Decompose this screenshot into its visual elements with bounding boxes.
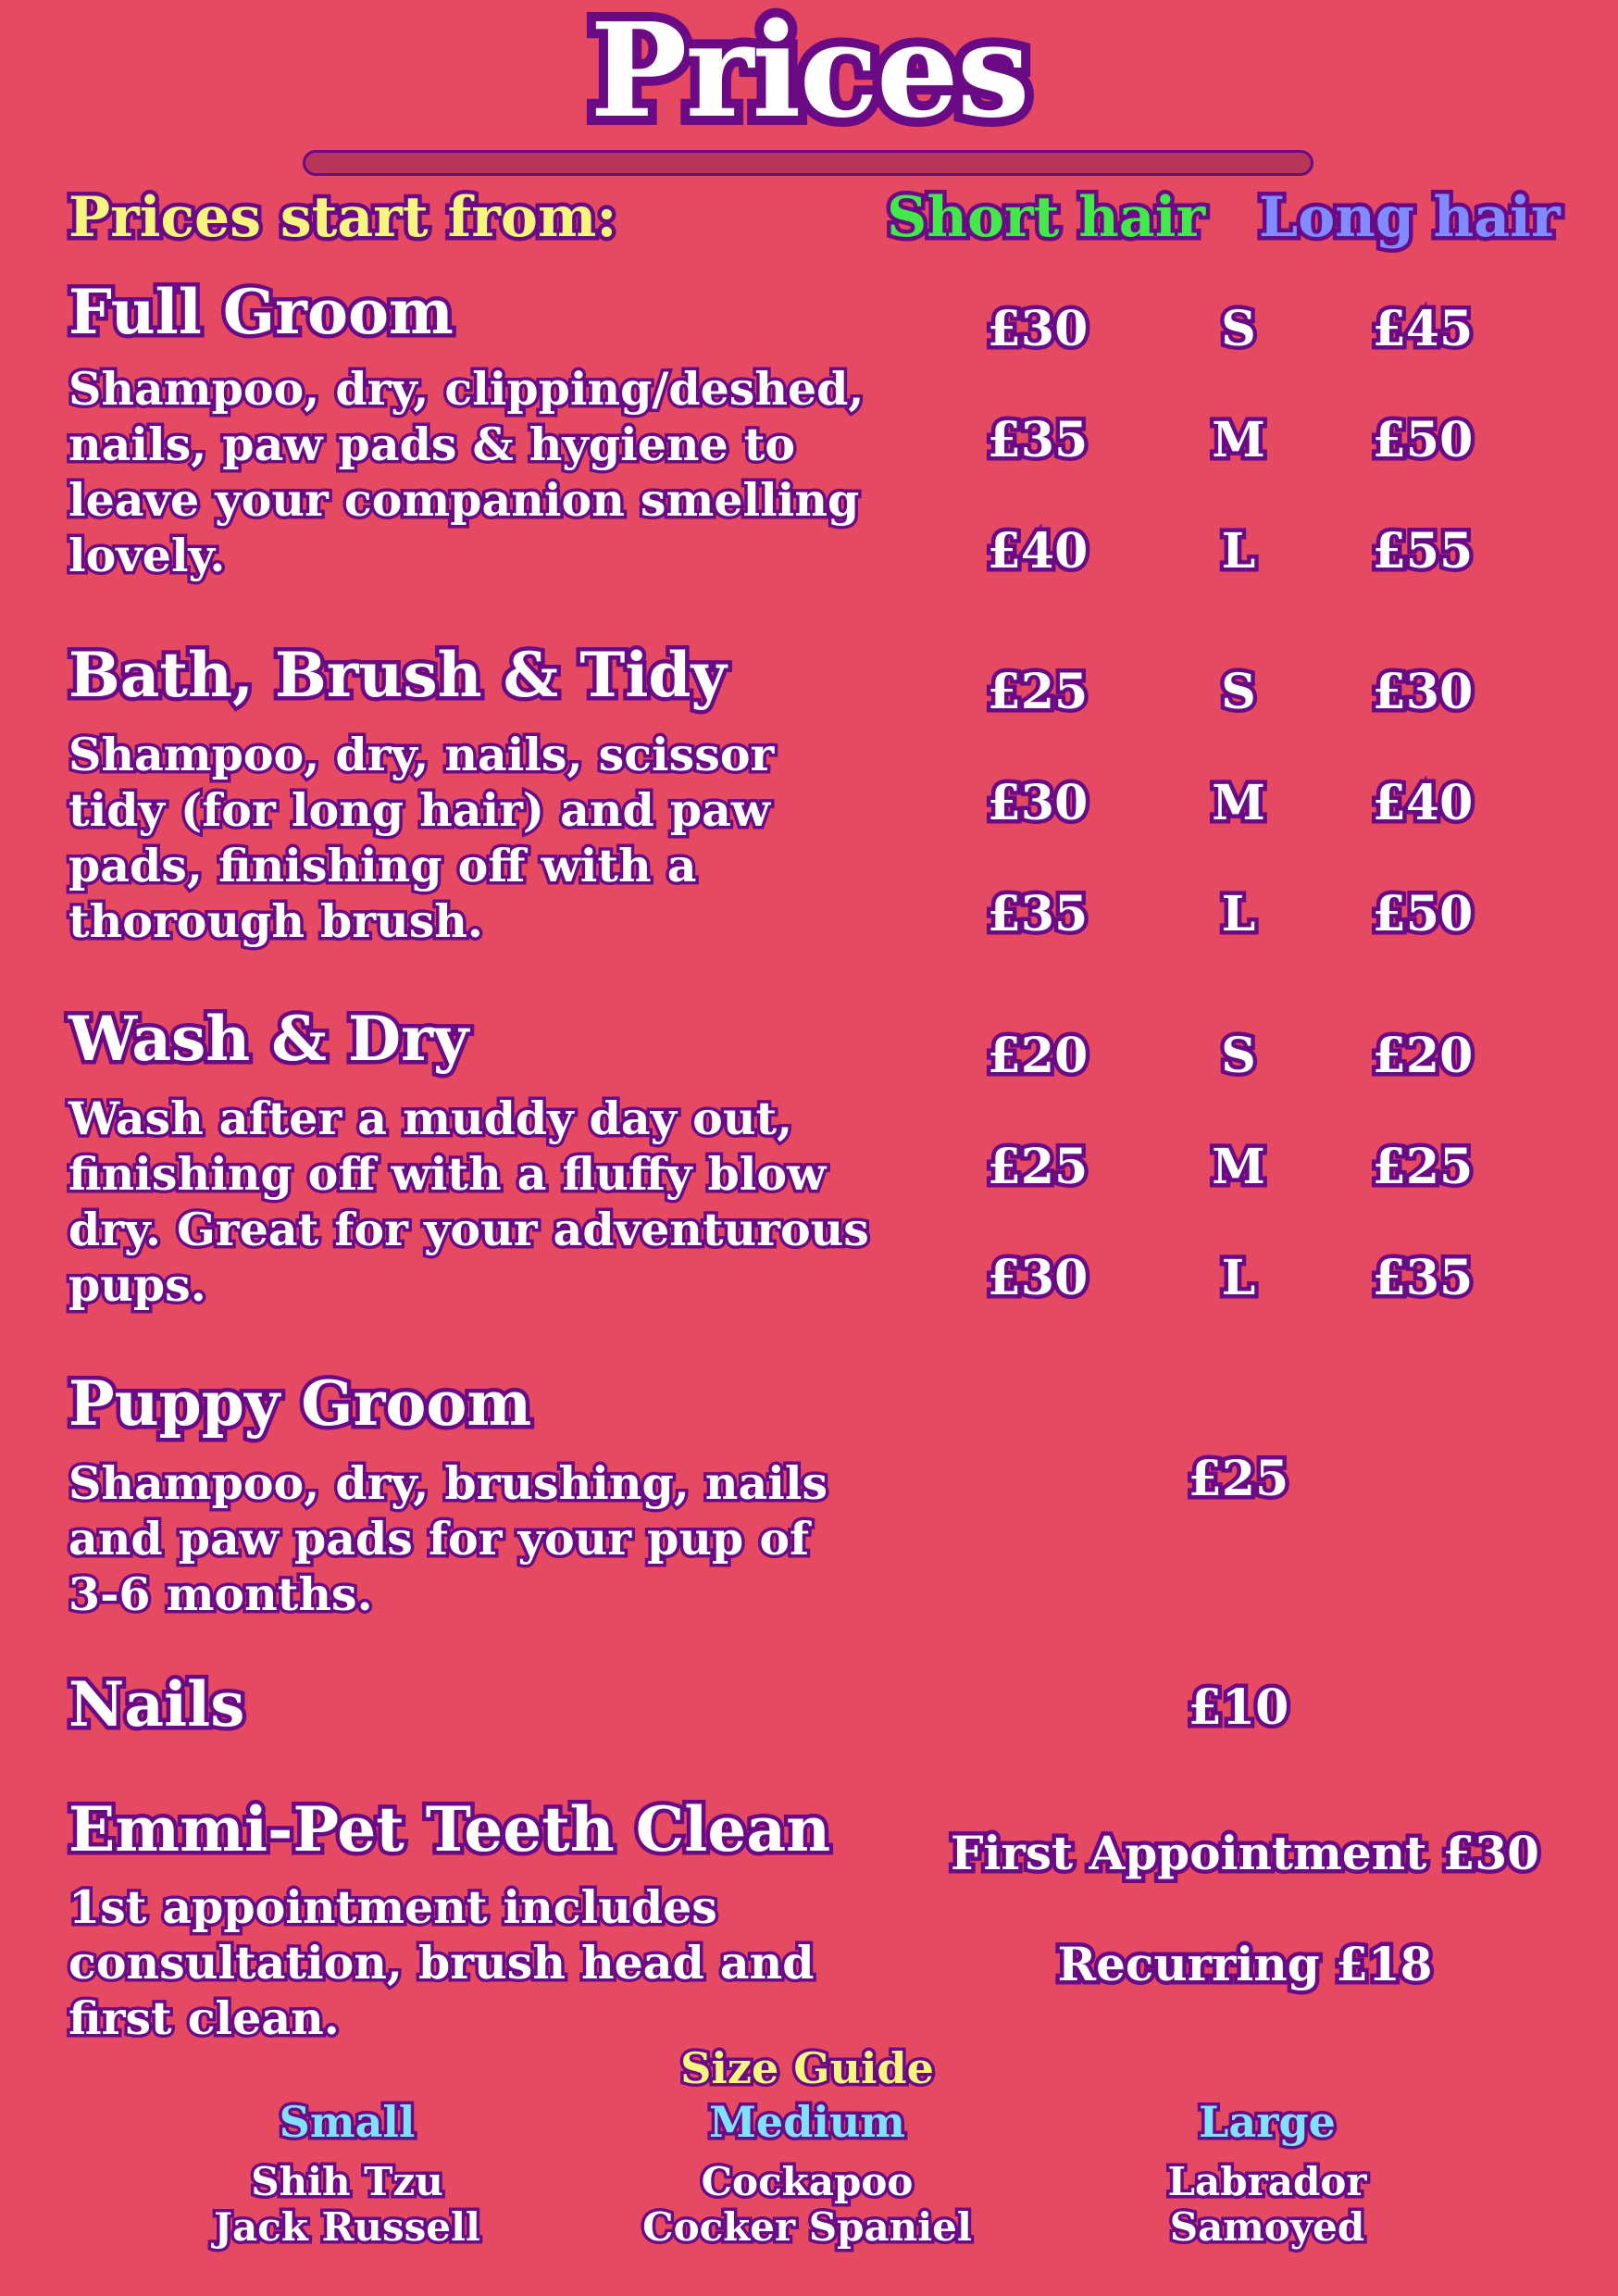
service-title-wash-dry: Wash & Dry <box>68 1003 469 1075</box>
short-hair-header: Short hair <box>887 185 1206 250</box>
price-nails: £10 <box>1188 1679 1289 1736</box>
price-long: £25 <box>1372 1139 1474 1195</box>
service-title-puppy-groom: Puppy Groom <box>68 1367 532 1440</box>
price-long: £30 <box>1372 664 1474 720</box>
price-teeth-recurring: Recurring £18 <box>1057 1937 1433 1991</box>
price-long: £45 <box>1372 301 1474 357</box>
size-guide-medium-label: Medium <box>709 2097 905 2147</box>
size-guide-item: Samoyed <box>1169 2204 1365 2250</box>
price-long: £20 <box>1372 1028 1474 1084</box>
price-short: £40 <box>987 523 1089 580</box>
service-desc-full-groom: Shampoo, dry, clipping/deshed, nails, paw pads & hygiene to leave your companion smelling lovely. <box>68 362 865 582</box>
size-label: M <box>1212 1139 1265 1195</box>
price-short: £30 <box>987 1250 1089 1306</box>
price-short: £30 <box>987 301 1089 357</box>
prices-start-label: Prices start from: <box>68 185 617 250</box>
price-teeth-first: First Appointment £30 <box>951 1826 1539 1880</box>
size-label: M <box>1212 412 1265 468</box>
service-title-bath-brush-tidy: Bath, Brush & Tidy <box>68 639 727 711</box>
service-title-full-groom: Full Groom <box>68 276 454 348</box>
size-guide-item: Cockapoo <box>701 2159 914 2204</box>
size-label: M <box>1212 775 1265 831</box>
price-short: £20 <box>987 1028 1089 1084</box>
size-label: S <box>1221 301 1256 357</box>
long-hair-header: Long hair <box>1259 185 1561 250</box>
price-puppy: £25 <box>1188 1451 1289 1507</box>
price-short: £30 <box>987 775 1089 831</box>
service-desc-bath-brush-tidy: Shampoo, dry, nails, scissor tidy (for long hair) and paw pads, finishing off with a thorough brush. <box>68 728 775 948</box>
service-title-nails: Nails <box>68 1668 245 1741</box>
size-guide-item: Shih Tzu <box>251 2159 443 2204</box>
price-long: £55 <box>1372 523 1474 580</box>
price-long: £50 <box>1372 886 1474 942</box>
price-long: £40 <box>1372 775 1474 831</box>
price-long: £35 <box>1372 1250 1474 1306</box>
price-long: £50 <box>1372 412 1474 468</box>
title-divider <box>303 150 1313 176</box>
service-desc-wash-dry: Wash after a muddy day out, finishing off with a fluffy blow dry. Great for your adventurous pups. <box>68 1092 869 1312</box>
size-label: L <box>1221 1250 1256 1306</box>
size-label: S <box>1221 1028 1256 1084</box>
size-label: L <box>1221 886 1256 942</box>
size-guide-item: Jack Russell <box>214 2204 480 2250</box>
service-desc-teeth-clean: 1st appointment includes consultation, brush head and first clean. <box>68 1880 815 2045</box>
price-short: £35 <box>987 412 1089 468</box>
page-title: Prices <box>590 0 1028 147</box>
size-guide-item: Cocker Spaniel <box>642 2204 972 2250</box>
size-label: S <box>1221 664 1256 720</box>
size-guide-small-label: Small <box>279 2097 416 2147</box>
price-short: £25 <box>987 664 1089 720</box>
price-short: £35 <box>987 886 1089 942</box>
service-desc-puppy-groom: Shampoo, dry, brushing, nails and paw pads for your pup of 3-6 months. <box>68 1456 828 1621</box>
size-guide-item: Labrador <box>1167 2159 1367 2204</box>
size-label: L <box>1221 523 1256 580</box>
size-guide-large-label: Large <box>1199 2097 1336 2147</box>
size-guide-heading: Size Guide <box>680 2043 934 2093</box>
price-short: £25 <box>987 1139 1089 1195</box>
service-title-teeth-clean: Emmi-Pet Teeth Clean <box>68 1793 831 1866</box>
